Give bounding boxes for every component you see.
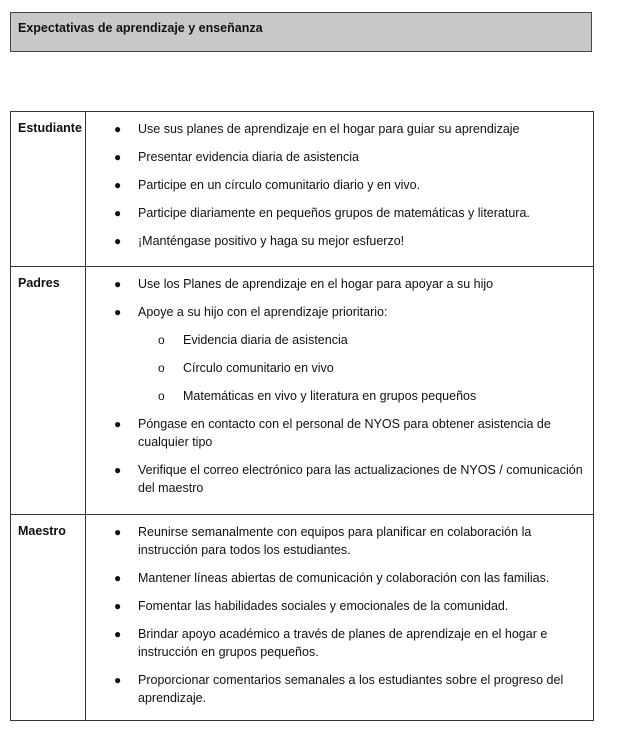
sub-list-item [86, 359, 585, 377]
table-row-estudiante [11, 112, 594, 267]
bullet-icon: ● [114, 206, 122, 220]
list-item [86, 523, 585, 559]
bullet-icon: ● [114, 305, 122, 319]
list-item [86, 569, 585, 587]
item-text: Reunirse semanalmente con equipos para planificar en colaboración la instrucción para todos los estudiantes. [138, 525, 532, 557]
bullet-icon: ● [114, 417, 122, 431]
bullet-icon: ● [114, 571, 122, 585]
item-text: Presentar evidencia diaria de asistencia [138, 150, 359, 164]
item-text: Fomentar las habilidades sociales y emocionales de la comunidad. [138, 599, 509, 613]
item-text: Participe diariamente en pequeños grupos de matemáticas y literatura. [138, 206, 530, 220]
role-cell: Estudiante [11, 112, 86, 267]
list-item [86, 461, 585, 497]
item-text: Mantener líneas abiertas de comunicación y colaboración con las familias. [138, 571, 550, 585]
circle-bullet-icon: o [158, 361, 165, 375]
list-item [86, 671, 585, 707]
bullet-list [86, 523, 585, 707]
list-item [86, 148, 585, 166]
bullet-icon: ● [114, 234, 122, 248]
circle-bullet-icon: o [158, 333, 165, 347]
expectations-table [10, 111, 594, 721]
sub-list [86, 331, 585, 405]
bullet-icon: ● [114, 277, 122, 291]
item-text: Participe en un círculo comunitario diario y en vivo. [138, 178, 421, 192]
list-item [86, 176, 585, 194]
table-row-maestro [11, 515, 594, 721]
title-box [10, 12, 592, 52]
bullet-list [86, 275, 585, 497]
items-cell [86, 515, 594, 721]
items-cell [86, 112, 594, 267]
item-text: Use los Planes de aprendizaje en el hogar para apoyar a su hijo [138, 277, 494, 291]
bullet-list [86, 120, 585, 250]
bullet-icon: ● [114, 178, 122, 192]
item-text: Proporcionar comentarios semanales a los estudiantes sobre el progreso del aprendizaje. [138, 673, 564, 705]
item-text: Apoye a su hijo con el aprendizaje prioritario: [138, 305, 388, 319]
bullet-icon: ● [114, 627, 122, 641]
bullet-icon: ● [114, 150, 122, 164]
list-item [86, 120, 585, 138]
bullet-icon: ● [114, 673, 122, 687]
role-cell: Maestro [11, 515, 86, 721]
table-row-padres [11, 267, 594, 515]
list-item [86, 415, 585, 451]
list-item [86, 232, 585, 250]
list-item [86, 275, 585, 293]
item-text: ¡Manténgase positivo y haga su mejor esfuerzo! [138, 234, 405, 248]
bullet-icon: ● [114, 599, 122, 613]
item-text: Use sus planes de aprendizaje en el hogar para guiar su aprendizaje [138, 122, 520, 136]
sub-item-text: Círculo comunitario en vivo [183, 361, 334, 375]
item-text: Brindar apoyo académico a través de planes de aprendizaje en el hogar e instrucción en grupos pequeños. [138, 627, 548, 659]
item-text: Verifique el correo electrónico para las actualizaciones de NYOS / comunicación del maestro [138, 463, 583, 495]
list-item [86, 204, 585, 222]
bullet-icon: ● [114, 463, 122, 477]
page-title: Expectativas de aprendizaje y enseñanza [18, 21, 263, 35]
circle-bullet-icon: o [158, 389, 165, 403]
list-item [86, 625, 585, 661]
bullet-icon: ● [114, 122, 122, 136]
bullet-icon: ● [114, 525, 122, 539]
role-cell: Padres [11, 267, 86, 515]
sub-list-item [86, 331, 585, 349]
sub-item-text: Matemáticas en vivo y literatura en grupos pequeños [183, 389, 477, 403]
list-item [86, 303, 585, 405]
sub-item-text: Evidencia diaria de asistencia [183, 333, 348, 347]
items-cell [86, 267, 594, 515]
item-text: Póngase en contacto con el personal de NYOS para obtener asistencia de cualquier tipo [138, 417, 551, 449]
sub-list-item [86, 387, 585, 405]
list-item [86, 597, 585, 615]
